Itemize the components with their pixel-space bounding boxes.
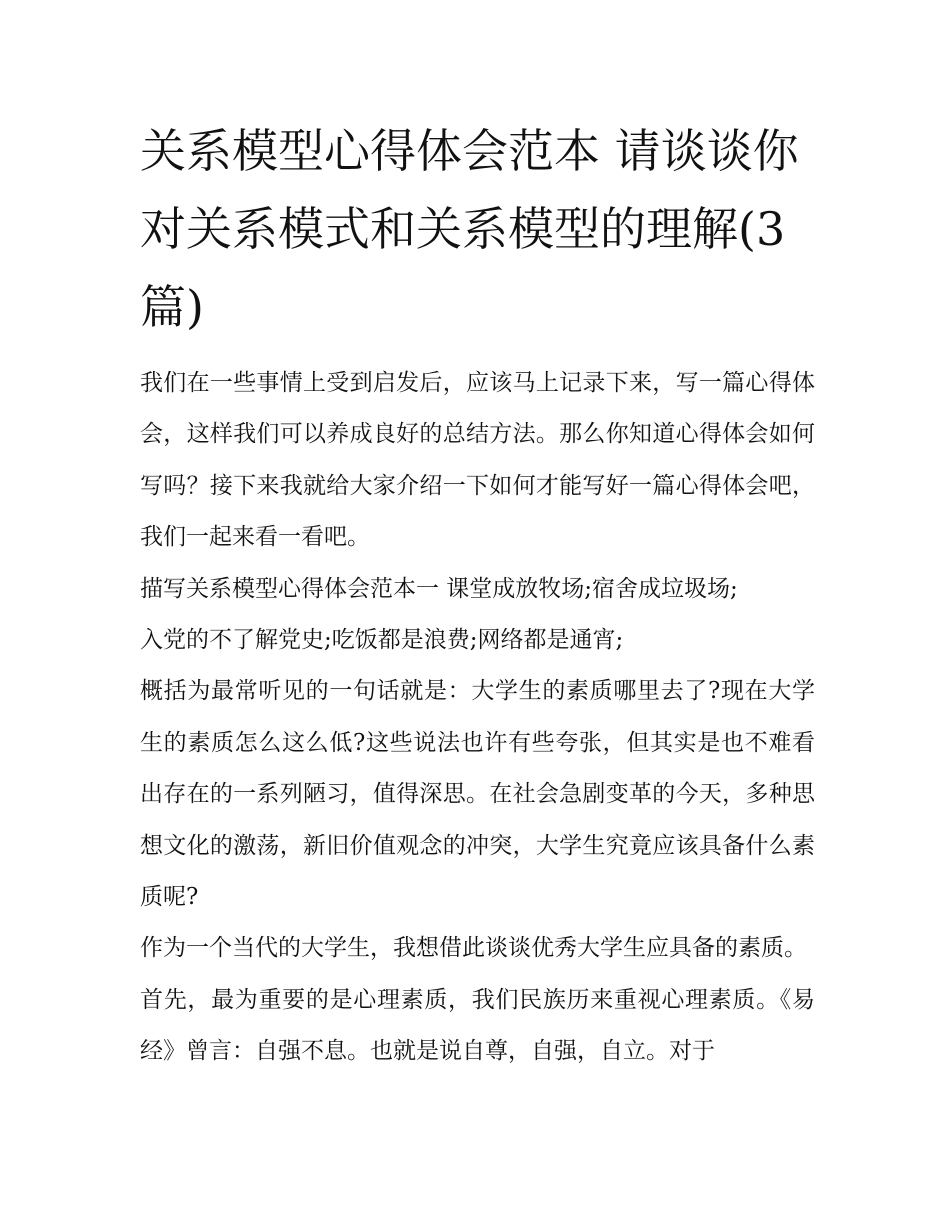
- paragraph-student-view: 作为一个当代的大学生，我想借此谈谈优秀大学生应具备的素质。: [140, 935, 807, 962]
- paragraph-party: 入党的不了解党史;吃饭都是浪费;网络都是通宵;: [140, 627, 624, 654]
- paragraph-psychology: 首先，最为重要的是心理素质，我们民族历来重视心理素质。《易经》曾言：自强不息。也就是说自尊，自强，自立。对于: [140, 986, 815, 1065]
- paragraph-intro: 我们在一些事情上受到启发后，应该马上记录下来，写一篇心得体会，这样我们可以养成良好的总结方法。那么你知道心得体会如何写吗？接下来我就给大家介绍一下如何才能写好一篇心得体会吧，我们一起来看一看吧。: [140, 370, 815, 551]
- paragraph-quality-question: 概括为最常听见的一句话就是：大学生的素质哪里去了?现在大学生的素质怎么这么低?这些说法也许有些夸张，但其实是也不难看出存在的一系列陋习，值得深思。在社会急剧变革的今天，多种思想文化的激荡，新旧价值观念的冲突，大学生究竟应该具备什么素质呢?: [140, 678, 815, 911]
- document-page: [140, 112, 815, 1078]
- document-title: 关系模型心得体会范本 请谈谈你对关系模式和关系模型的理解(3篇): [140, 124, 799, 334]
- paragraph-sample-one: 描写关系模型心得体会范本一 课堂成放牧场;宿舍成垃圾场;: [140, 575, 738, 602]
